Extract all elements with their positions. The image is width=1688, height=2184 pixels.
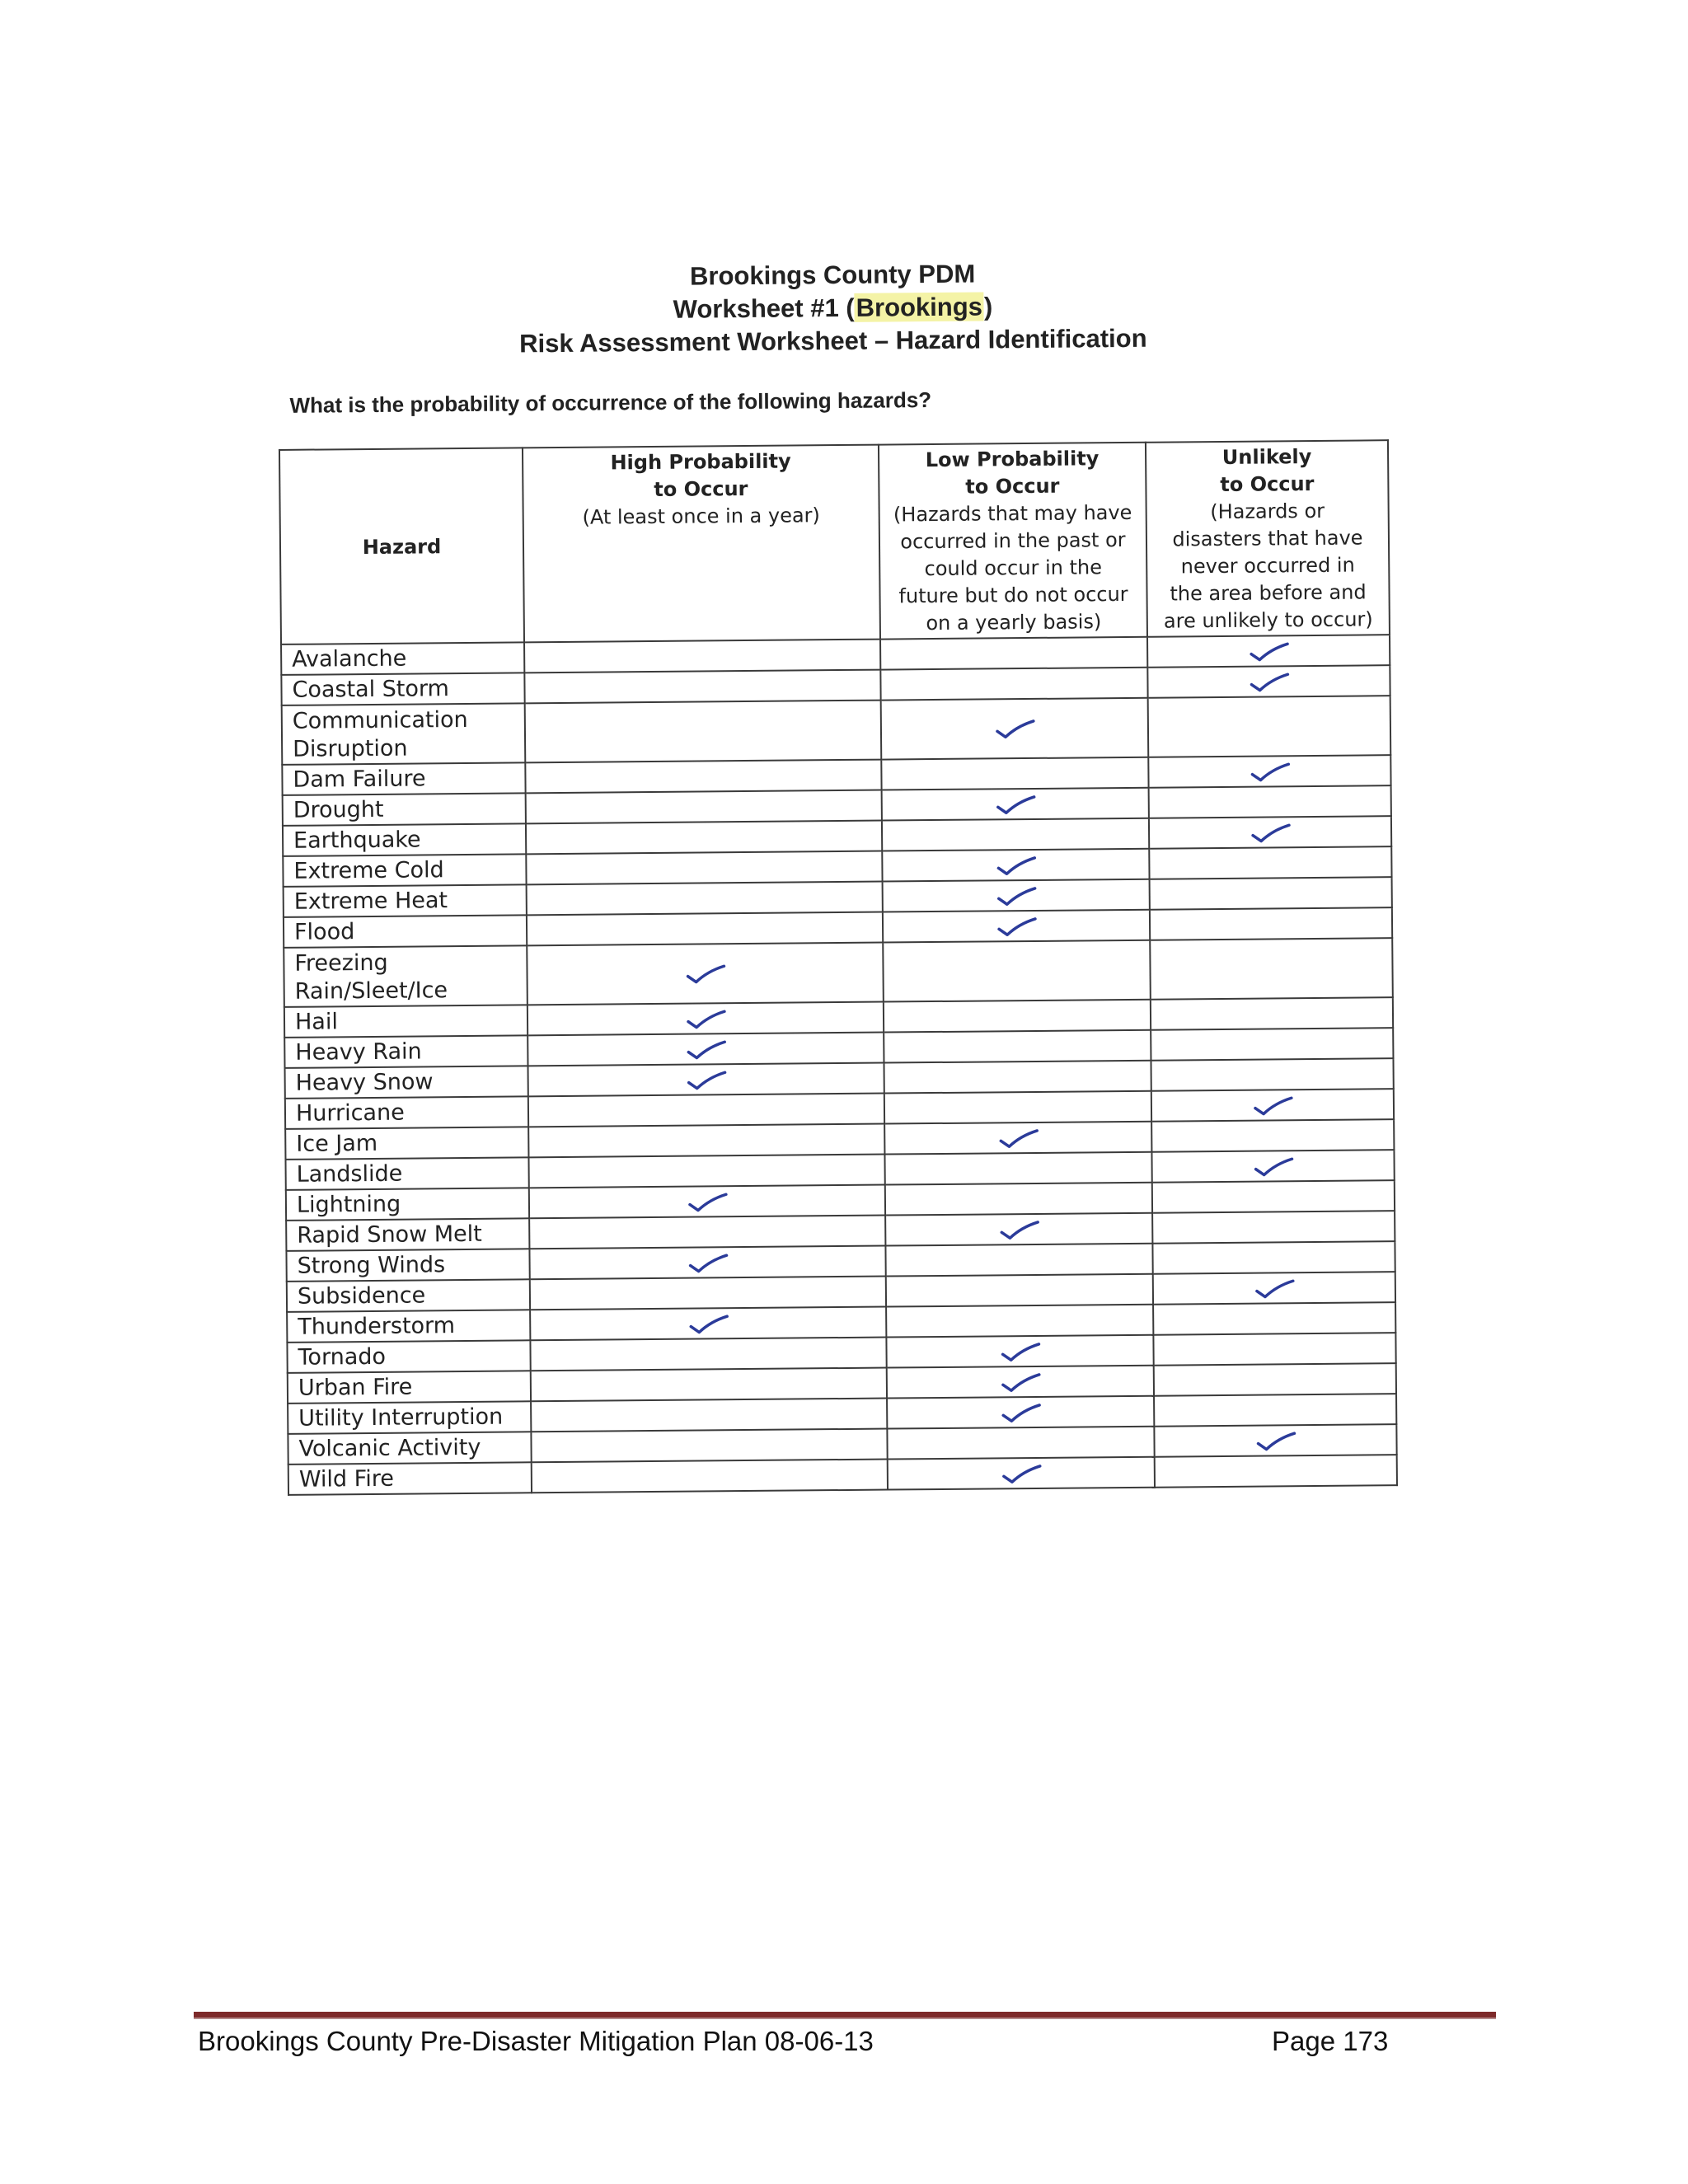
- cell-unlikely: [1151, 1058, 1393, 1091]
- cell-low: [882, 849, 1149, 882]
- cell-low: [884, 1061, 1151, 1094]
- cell-low: [884, 1091, 1151, 1124]
- checkmark-icon: [993, 793, 1038, 816]
- cell-unlikely: [1154, 1363, 1396, 1396]
- checkmark-icon: [994, 884, 1039, 907]
- hazard-name: Rapid Snow Melt: [286, 1218, 529, 1251]
- cell-high: [525, 760, 881, 794]
- cell-unlikely: [1155, 1455, 1397, 1488]
- cell-high: [528, 1155, 884, 1188]
- checkmark-icon: [996, 1127, 1040, 1150]
- hazard-name: Hail: [284, 1005, 528, 1038]
- hazard-name: Thunderstorm: [287, 1310, 530, 1343]
- cell-high: [524, 670, 880, 704]
- header-unlikely: Unlikely to Occur (Hazards or disasters that have never occurred in the area before and are unlikely to occur): [1146, 440, 1390, 637]
- hazard-name: Heavy Rain: [284, 1035, 528, 1068]
- cell-low: [886, 1335, 1153, 1368]
- checkmark-icon: [1248, 822, 1292, 845]
- cell-unlikely: [1150, 907, 1392, 940]
- cell-low: [885, 1213, 1152, 1246]
- cell-high: [532, 1460, 888, 1493]
- hazard-name: Landslide: [285, 1157, 528, 1190]
- hazard-name: Utility Interruption: [288, 1401, 531, 1434]
- table-row: [284, 938, 1393, 1007]
- cell-high: [531, 1368, 887, 1402]
- checkmark-icon: [1246, 640, 1291, 663]
- cell-unlikely: [1150, 938, 1393, 1000]
- checkmark-icon: [1246, 671, 1291, 694]
- checkmark-icon: [1247, 761, 1292, 784]
- cell-unlikely: [1152, 1180, 1395, 1213]
- footer-rule: [194, 2012, 1496, 2019]
- checkmark-icon: [686, 1313, 730, 1336]
- cell-unlikely: [1153, 1272, 1395, 1305]
- checkmark-icon: [999, 1462, 1043, 1485]
- cell-unlikely: [1154, 1424, 1396, 1457]
- table-row: [282, 696, 1391, 765]
- header-high-probability: High Probability to Occur (At least once in a year): [523, 445, 880, 643]
- cell-unlikely: [1151, 1089, 1394, 1122]
- cell-unlikely: [1151, 1150, 1394, 1183]
- header-hazard: Hazard: [279, 448, 524, 644]
- header-low-probability: Low Probability to Occur (Hazards that may have occurred in the past or could occur in the future but do not occur on a yearly basis): [879, 443, 1147, 640]
- cell-high: [526, 821, 882, 855]
- hazard-name: Strong Winds: [286, 1249, 529, 1282]
- hazard-rows: [281, 635, 1397, 1495]
- hazard-table: [279, 439, 1398, 1496]
- hazard-name: Communication Disruption: [282, 703, 526, 765]
- cell-unlikely: [1151, 997, 1393, 1030]
- cell-high: [526, 790, 882, 824]
- worksheet-titles: [272, 254, 1394, 363]
- hazard-name: Extreme Cold: [283, 854, 526, 887]
- cell-low: [882, 788, 1149, 821]
- hazard-name: Flood: [284, 915, 527, 948]
- checkmark-icon: [997, 1340, 1042, 1363]
- cell-low: [880, 637, 1147, 670]
- checkmark-icon: [683, 1008, 728, 1031]
- cell-unlikely: [1148, 696, 1391, 757]
- cell-high: [527, 882, 883, 916]
- cell-low: [886, 1305, 1153, 1338]
- highlighted-jurisdiction: Brookings: [856, 292, 983, 322]
- cell-high: [527, 912, 883, 946]
- worksheet-subtitle: Risk Assessment Worksheet – Hazard Identification: [518, 323, 1147, 359]
- cell-unlikely: [1148, 755, 1390, 788]
- cell-high: [531, 1429, 887, 1463]
- checkmark-icon: [685, 1191, 729, 1214]
- cell-low: [888, 1457, 1155, 1490]
- hazard-name: Freezing Rain/Sleet/Ice: [284, 945, 528, 1007]
- cell-unlikely: [1153, 1333, 1395, 1366]
- checkmark-icon: [996, 1218, 1041, 1241]
- checkmark-icon: [684, 1069, 729, 1092]
- hazard-name: Hurricane: [285, 1096, 528, 1129]
- cell-low: [887, 1396, 1154, 1429]
- hazard-name: Extreme Heat: [284, 884, 527, 917]
- hazard-name: Ice Jam: [285, 1127, 528, 1160]
- cell-unlikely: [1149, 846, 1391, 879]
- cell-low: [883, 910, 1150, 943]
- cell-low: [884, 1000, 1151, 1033]
- cell-low: [883, 879, 1150, 912]
- cell-low: [887, 1427, 1154, 1460]
- checkmark-icon: [998, 1371, 1043, 1394]
- cell-high: [526, 851, 882, 885]
- hazard-name: Earthquake: [283, 823, 526, 856]
- cell-high: [528, 1094, 884, 1127]
- hazard-name: Urban Fire: [288, 1371, 531, 1404]
- hazard-name: Heavy Snow: [285, 1066, 528, 1099]
- cell-high: [529, 1185, 885, 1219]
- cell-unlikely: [1147, 665, 1390, 698]
- cell-high: [529, 1216, 885, 1249]
- checkmark-icon: [994, 915, 1039, 938]
- cell-unlikely: [1150, 877, 1392, 910]
- cell-high: [524, 640, 880, 673]
- checkmark-icon: [1250, 1155, 1295, 1179]
- hazard-name: Tornado: [287, 1340, 530, 1373]
- checkmark-icon: [998, 1401, 1043, 1424]
- table-header-row: [279, 440, 1390, 644]
- cell-unlikely: [1152, 1241, 1395, 1274]
- page-number: Page 173: [1272, 2026, 1389, 2056]
- checkmark-icon: [993, 854, 1038, 877]
- cell-high: [529, 1246, 885, 1280]
- worksheet-number: Worksheet #1 (Brookings): [673, 292, 993, 324]
- checkmark-icon: [685, 1252, 729, 1275]
- cell-unlikely: [1152, 1211, 1395, 1244]
- cell-unlikely: [1153, 1302, 1395, 1335]
- cell-low: [880, 668, 1147, 701]
- cell-low: [883, 940, 1151, 1002]
- hazard-name: Dam Failure: [282, 762, 525, 795]
- cell-low: [886, 1274, 1153, 1307]
- cell-unlikely: [1151, 1119, 1394, 1152]
- cell-low: [887, 1366, 1154, 1399]
- cell-high: [530, 1307, 886, 1341]
- cell-unlikely: [1147, 635, 1390, 668]
- cell-low: [881, 757, 1148, 790]
- county-pdm-title: Brookings County PDM: [689, 259, 976, 291]
- cell-low: [884, 1152, 1151, 1185]
- cell-high: [530, 1338, 886, 1371]
- cell-low: [885, 1183, 1152, 1216]
- cell-high: [528, 1063, 884, 1097]
- checkmark-icon: [683, 1038, 728, 1062]
- checkmark-icon: [992, 718, 1037, 741]
- cell-low: [882, 818, 1149, 851]
- checkmark-icon: [1252, 1277, 1296, 1301]
- cell-low: [885, 1244, 1152, 1277]
- hazard-name: Subsidence: [287, 1279, 530, 1312]
- scanned-worksheet: [272, 254, 1409, 1493]
- cell-unlikely: [1149, 785, 1391, 818]
- cell-low: [881, 698, 1149, 760]
- cell-high: [528, 1033, 884, 1066]
- cell-unlikely: [1151, 1028, 1393, 1061]
- checkmark-icon: [682, 963, 727, 986]
- cell-low: [884, 1122, 1151, 1155]
- cell-low: [884, 1030, 1151, 1063]
- hazard-name: Coastal Storm: [281, 673, 524, 705]
- cell-unlikely: [1149, 816, 1391, 849]
- hazard-name: Lightning: [286, 1188, 529, 1221]
- cell-high: [527, 943, 884, 1005]
- cell-high: [531, 1399, 887, 1432]
- hazard-name: Wild Fire: [288, 1462, 532, 1495]
- hazard-name: Drought: [283, 793, 526, 826]
- checkmark-icon: [1253, 1430, 1297, 1453]
- cell-high: [528, 1002, 884, 1036]
- hazard-name: Volcanic Activity: [288, 1432, 531, 1465]
- cell-high: [525, 701, 882, 763]
- cell-unlikely: [1154, 1394, 1396, 1427]
- hazard-name: Avalanche: [281, 642, 524, 675]
- footer-plan-title: Brookings County Pre-Disaster Mitigation Plan 08-06-13: [198, 2026, 874, 2056]
- checkmark-icon: [1250, 1094, 1295, 1118]
- worksheet-question: What is the probability of occurrence of the following hazards?: [289, 387, 932, 418]
- cell-high: [528, 1124, 884, 1158]
- cell-high: [530, 1277, 886, 1310]
